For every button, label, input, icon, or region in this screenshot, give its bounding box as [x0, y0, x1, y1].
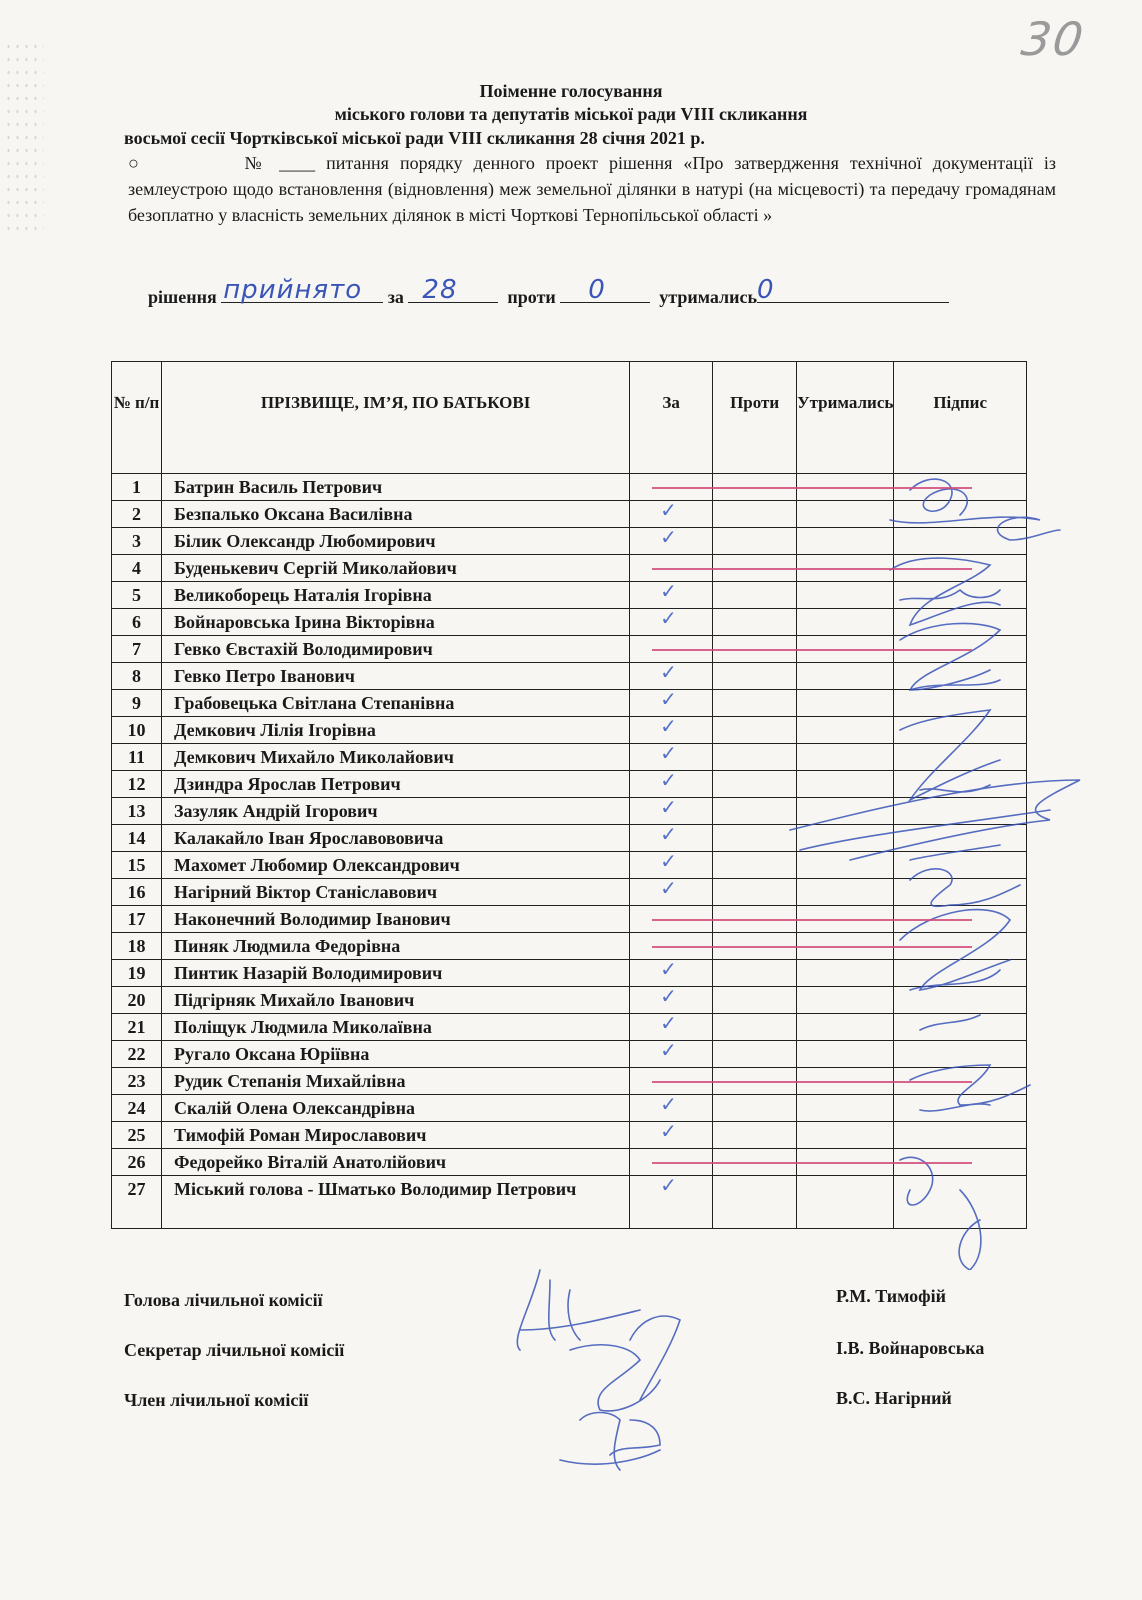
row-number: 4	[112, 555, 162, 582]
checkmark-icon: ✓	[660, 1119, 677, 1143]
row-name: Махомет Любомир Олександрович	[162, 852, 630, 879]
doc-title: Поіменне голосування	[479, 81, 663, 101]
row-name: Ругало Оксана Юріївна	[162, 1041, 630, 1068]
checkmark-icon: ✓	[660, 1173, 677, 1197]
row-name: Підгірняк Михайло Іванович	[162, 987, 630, 1014]
decision-label: рішення	[148, 287, 217, 307]
row-name: Пинтик Назарій Володимирович	[162, 960, 630, 987]
row-number: 14	[112, 825, 162, 852]
signature-4	[900, 710, 1000, 800]
checkmark-icon: ✓	[660, 768, 677, 792]
row-number: 7	[112, 636, 162, 663]
abstain-label: утримались	[659, 287, 757, 307]
row-number: 17	[112, 906, 162, 933]
abstain-field	[757, 275, 949, 305]
row-name: Великоборець Наталія Ігорівна	[162, 582, 630, 609]
commission-name-chair: Р.М. Тимофій	[836, 1286, 947, 1306]
checkmark-icon: ✓	[660, 687, 677, 711]
row-name: Гевко Петро Іванович	[162, 663, 630, 690]
header-name: ПРІЗВИЩЕ, ІМ’Я, ПО БАТЬКОВІ	[162, 362, 630, 474]
row-number: 10	[112, 717, 162, 744]
row-name: Пиняк Людмила Федорівна	[162, 933, 630, 960]
checkmark-icon: ✓	[660, 795, 677, 819]
checkmark-icon: ✓	[660, 1011, 677, 1035]
row-number: 1	[112, 474, 162, 501]
for-value: 28	[422, 275, 458, 305]
header-for: За	[630, 362, 713, 474]
absent-strike-line	[652, 487, 972, 489]
row-number: 19	[112, 960, 162, 987]
signature-chair	[517, 1270, 640, 1350]
row-number: 21	[112, 1014, 162, 1041]
against-label: проти	[507, 287, 556, 307]
row-number: 25	[112, 1122, 162, 1149]
row-number: 22	[112, 1041, 162, 1068]
row-name: Буденькевич Сергій Миколайович	[162, 555, 630, 582]
header-against: Проти	[713, 362, 797, 474]
decision-value: прийнято	[223, 275, 363, 305]
header-num: № п/п	[112, 362, 162, 474]
row-name: Грабовецька Світлана Степанівна	[162, 690, 630, 717]
row-name: Федорейко Віталій Анатолійович	[162, 1149, 630, 1176]
row-number: 12	[112, 771, 162, 798]
abstain-value: 0	[757, 275, 775, 305]
absent-strike-line	[652, 1162, 972, 1164]
commission-role-secretary: Секретар лічильної комісії	[124, 1340, 345, 1360]
checkmark-icon: ✓	[660, 606, 677, 630]
decision-field	[221, 275, 383, 305]
row-name: Білик Олександр Любомирович	[162, 528, 630, 555]
commission-role-chair: Голова лічильної комісії	[124, 1290, 323, 1310]
absent-strike-line	[652, 568, 972, 570]
agenda-text: № ____ питання порядку денного проект рішення «Про затвердження технічної документації із землеустрою щодо встановлення (відновлення) меж земельної ділянки в натурі (на місцевості) та передачу громадянам безоплатно у власність земельних ділянок в місті Чорткові Тернопільської області »	[128, 153, 1056, 225]
row-number: 8	[112, 663, 162, 690]
row-name: Безпалько Оксана Василівна	[162, 501, 630, 528]
row-number: 18	[112, 933, 162, 960]
row-number: 15	[112, 852, 162, 879]
row-number: 20	[112, 987, 162, 1014]
signature-3	[900, 623, 1000, 690]
row-name: Скалій Олена Олександрівна	[162, 1095, 630, 1122]
header-abstain: Утримались	[797, 362, 894, 474]
signature-8	[910, 1065, 1030, 1111]
signature-6	[910, 845, 1020, 906]
row-number: 23	[112, 1068, 162, 1095]
checkmark-icon: ✓	[660, 849, 677, 873]
row-name: Демкович Михайло Миколайович	[162, 744, 630, 771]
checkmark-icon: ✓	[660, 957, 677, 981]
row-number: 6	[112, 609, 162, 636]
checkmark-icon: ✓	[660, 714, 677, 738]
checkmark-icon: ✓	[660, 498, 677, 522]
row-name: Тимофій Роман Мирославович	[162, 1122, 630, 1149]
row-number: 2	[112, 501, 162, 528]
checkmark-icon: ✓	[660, 822, 677, 846]
page-number: 30	[1018, 12, 1089, 66]
signature-7	[900, 910, 1010, 1030]
commission-signatures	[500, 1260, 730, 1500]
header-signature: Підпис	[894, 362, 1027, 474]
absent-strike-line	[652, 649, 972, 651]
row-name: Поліщук Людмила Миколаївна	[162, 1014, 630, 1041]
for-label: за	[387, 287, 404, 307]
doc-subtitle: міського голови та депутатів міської ради VIII скликання	[334, 104, 808, 124]
agenda-circle: ○	[128, 153, 139, 173]
for-field	[408, 275, 498, 305]
row-number: 13	[112, 798, 162, 825]
row-name: Дзиндра Ярослав Петрович	[162, 771, 630, 798]
checkmark-icon: ✓	[660, 1092, 677, 1116]
checkmark-icon: ✓	[660, 525, 677, 549]
checkmark-icon: ✓	[660, 660, 677, 684]
checkmark-icon: ✓	[660, 984, 677, 1008]
commission-name-secretary: І.В. Войнаровська	[836, 1338, 985, 1358]
checkmark-icon: ✓	[660, 876, 677, 900]
signature-member	[560, 1413, 660, 1471]
row-name: Войнаровська Ірина Вікторівна	[162, 609, 630, 636]
row-number: 27	[112, 1176, 162, 1229]
against-value: 0	[588, 275, 606, 305]
row-name: Калакайло Іван Ярославововича	[162, 825, 630, 852]
decision-line	[148, 275, 1038, 309]
row-number: 9	[112, 690, 162, 717]
row-name: Рудик Степанія Михайлівна	[162, 1068, 630, 1095]
row-number: 26	[112, 1149, 162, 1176]
row-name: Міський голова - Шматько Володимир Петрович	[162, 1176, 630, 1229]
checkmark-icon: ✓	[660, 579, 677, 603]
scan-edge-noise	[4, 40, 44, 240]
absent-strike-line	[652, 1081, 972, 1083]
absent-strike-line	[652, 946, 972, 948]
row-name: Демкович Лілія Ігорівна	[162, 717, 630, 744]
row-name: Батрин Василь Петрович	[162, 474, 630, 501]
absent-strike-line	[652, 919, 972, 921]
row-name: Зазуляк Андрій Ігорович	[162, 798, 630, 825]
agenda-item	[128, 150, 1056, 228]
row-number: 11	[112, 744, 162, 771]
signature-5	[790, 780, 1080, 860]
commission-role-member: Член лічильної комісії	[124, 1390, 309, 1410]
row-name: Гевко Євстахій Володимирович	[162, 636, 630, 663]
row-number: 3	[112, 528, 162, 555]
row-name: Наконечний Володимир Іванович	[162, 906, 630, 933]
checkmark-icon: ✓	[660, 1038, 677, 1062]
row-number: 24	[112, 1095, 162, 1122]
session-line: восьмої сесії Чортківської міської ради VIII скликання 28 січня 2021 р.	[124, 128, 705, 148]
checkmark-icon: ✓	[660, 741, 677, 765]
against-field	[560, 275, 650, 305]
signature-9	[900, 1157, 981, 1270]
commission-name-member: В.С. Нагірний	[836, 1388, 952, 1408]
row-name: Нагірний Віктор Станіславович	[162, 879, 630, 906]
row-number: 16	[112, 879, 162, 906]
signature-secretary	[570, 1316, 680, 1411]
signature-column-scribbles	[640, 450, 1100, 1270]
row-number: 5	[112, 582, 162, 609]
